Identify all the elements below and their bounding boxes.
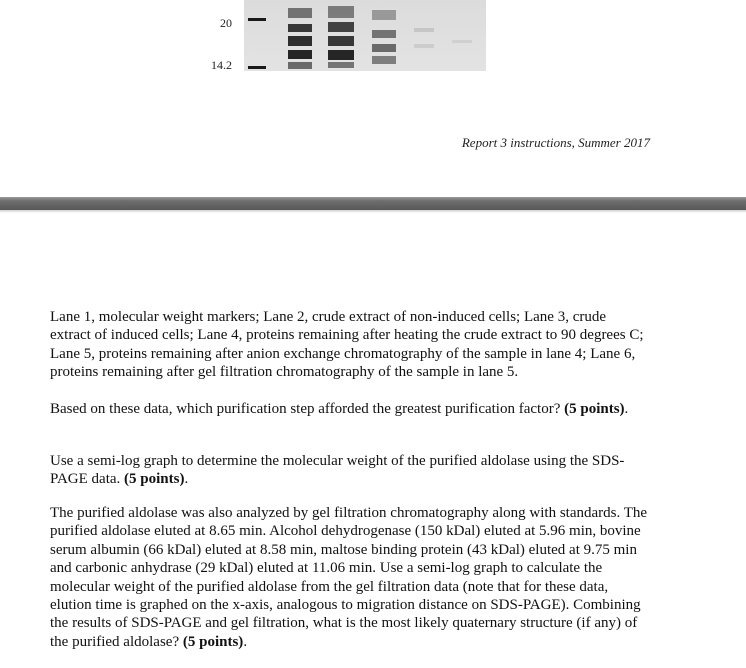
question-1-text: Based on these data, which purification step afforded the greatest purification factor? [50, 401, 565, 417]
gel-band [372, 56, 396, 64]
gel-band [414, 44, 434, 48]
gel-image [244, 0, 486, 71]
gel-band [414, 28, 434, 32]
gel-band [288, 62, 312, 69]
question-1-paragraph [50, 400, 650, 418]
gel-band [372, 10, 396, 20]
marker-label-20: 20 [220, 16, 232, 30]
question-3-text: The purified aldolase was also analyzed by gel filtration chromatography along with standards. The purified aldolase eluted at 8.65 min. Alcohol dehydrogenase (150 kDal) eluted at 5.96 min, bovine serum albumin (66 kDal) eluted at 8.58 min, maltose binding protein (43 kDal) eluted at 9.75 min and carbonic anhydrase (29 kDal) eluted at 11.06 min. Use a semi-log graph to calculate the molecular weight of the purified aldolase from the gel filtration data (note that for these data, elution time is graphed on the x-axis, analogous to migration distance on SDS-PAGE). Combining the results of SDS-PAGE and gel filtration, what is the most likely quaternary structure (if any) of the purified aldolase? [50, 505, 648, 650]
gel-band [372, 30, 396, 38]
marker-label-14-2: 14.2 [211, 58, 232, 72]
gel-band [328, 6, 354, 18]
gel-band [372, 44, 396, 52]
gel-band [328, 50, 354, 60]
gel-band [288, 8, 312, 18]
question-1-points: (5 points) [564, 401, 625, 417]
gel-band [248, 66, 266, 69]
gel-band [452, 40, 472, 43]
question-2 [50, 452, 650, 489]
gel-band [328, 36, 354, 46]
question-3-paragraph [50, 504, 650, 651]
question-1 [50, 400, 650, 418]
question-3 [50, 504, 650, 651]
page-divider-shadow [0, 210, 746, 213]
gel-band [248, 18, 266, 21]
question-1-end: . [624, 401, 629, 417]
question-2-paragraph [50, 452, 650, 489]
gel-band [288, 50, 312, 59]
gel-band [328, 22, 354, 32]
gel-legend-text: Lane 1, molecular weight markers; Lane 2, crude extract of non-induced cells; Lane 3, crude extract of induced cells; Lane 4, proteins remaining after heating the crude extract to 90 degrees C; Lane 5, proteins remaining after anion exchange chromatography of the sample in lane 4; Lane 6, proteins remaining after gel filtration chromatography of the sample in lane 5. [50, 309, 644, 381]
question-2-end: . [184, 471, 189, 488]
question-2-text: Use a semi-log graph to determine the molecular weight of the purified aldolase using the SDS-PAGE data. [50, 453, 625, 488]
question-3-points: (5 points) [182, 633, 244, 650]
question-3-end: . [243, 633, 248, 650]
page-top [0, 0, 746, 197]
page-divider [0, 197, 746, 210]
gel-band [288, 36, 312, 46]
gel-legend-paragraph [50, 308, 650, 382]
question-2-points: (5 points) [124, 471, 185, 488]
gel-band [288, 24, 312, 32]
footer-note: Report 3 instructions, Summer 2017 [461, 135, 650, 150]
gel-band [328, 62, 354, 68]
